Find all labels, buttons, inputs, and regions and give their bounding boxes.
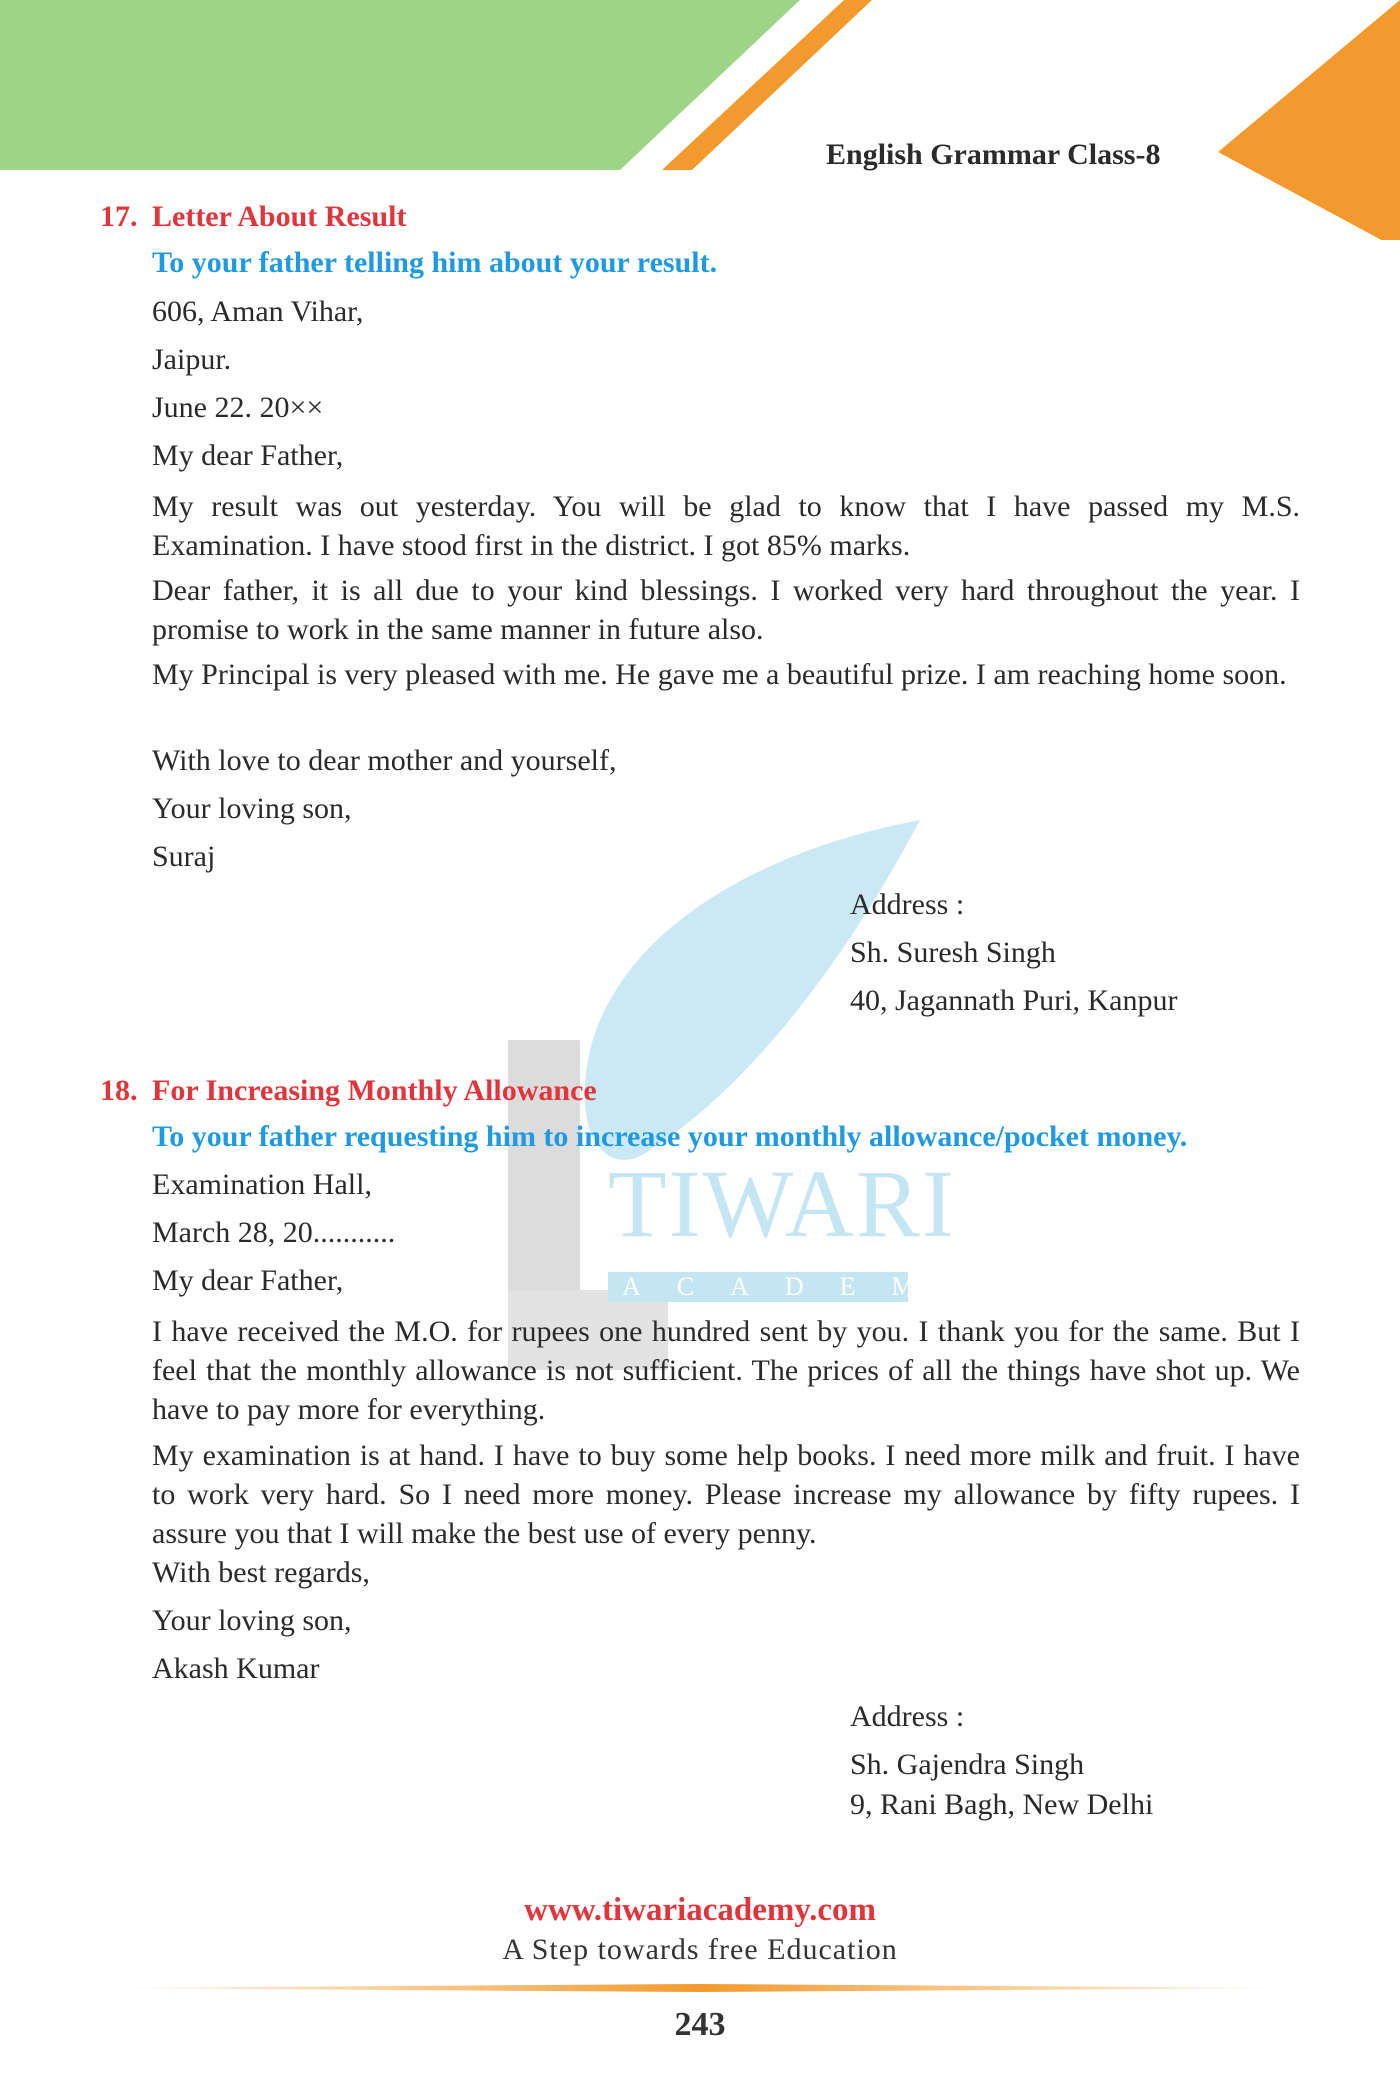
letter-18-heading [100, 1074, 597, 1108]
footer-tagline: A Step towards free Education [502, 1933, 898, 1966]
letter-paragraph: My result was out yesterday. You will be glad to know that I have passed my M.S. Examination. I have stood first in the district. I got 85% marks. [152, 490, 1300, 562]
letter-paragraph: Dear father, it is all due to your kind blessings. I worked very hard throughout the year. I promise to work in the same manner in future also. [152, 574, 1300, 646]
letter-paragraph: My examination is at hand. I have to buy some help books. I need more milk and fruit. I have to work very hard. So I need more money. Please increase my allowance by fifty rupees. I assure you that I will make the best use of every penny. [152, 1439, 1300, 1550]
letter-title: For Increasing Monthly Allowance [152, 1074, 597, 1107]
footer-divider [90, 1984, 1310, 1992]
letter-title: Letter About Result [152, 200, 407, 233]
letter-paragraph: My Principal is very pleased with me. He gave me a beautiful prize. I am reaching home soon. [152, 658, 1287, 691]
page-number: 243 [674, 2006, 726, 2043]
address-label: Address : [850, 1700, 965, 1733]
letter-number: 18. [100, 1074, 138, 1107]
letter-17-heading [100, 200, 406, 234]
closing: With best regards, [152, 1556, 370, 1589]
sender-address-line: Examination Hall, [152, 1168, 372, 1201]
letter-17-subtitle: To your father telling him about your result. [152, 246, 718, 279]
footer-website-link[interactable]: www.tiwariacademy.com [524, 1892, 876, 1928]
watermark-brand: TIWARI [608, 1150, 956, 1257]
letter-number: 17. [100, 200, 138, 233]
recipient-address-line: Sh. Gajendra Singh [850, 1748, 1085, 1781]
address-label: Address : [850, 888, 965, 921]
sender-address-line: Jaipur. [152, 343, 232, 376]
signature: Suraj [152, 840, 216, 873]
letter-date: March 28, 20........... [152, 1216, 396, 1249]
recipient-address-line: 9, Rani Bagh, New Delhi [850, 1788, 1154, 1821]
letter-18-subtitle: To your father requesting him to increase your monthly allowance/pocket money. [152, 1120, 1188, 1153]
letter-paragraph: I have received the M.O. for rupees one hundred sent by you. I thank you for the same. But I feel that the monthly allowance is not sufficient. The prices of all the things have shot up. We have to pay more for everything. [152, 1315, 1300, 1426]
closing: With love to dear mother and yourself, [152, 744, 617, 777]
book-title: English Grammar Class-8 [826, 138, 1161, 171]
salutation: My dear Father, [152, 1264, 344, 1297]
recipient-address-line: 40, Jagannath Puri, Kanpur [850, 984, 1178, 1017]
recipient-address-line: Sh. Suresh Singh [850, 936, 1056, 969]
salutation: My dear Father, [152, 439, 344, 472]
signoff: Your loving son, [152, 792, 352, 825]
letter-date: June 22. 20×× [152, 391, 324, 424]
signature: Akash Kumar [152, 1652, 320, 1685]
watermark-tagline: ACADEMY [608, 1272, 908, 1302]
sender-address-line: 606, Aman Vihar, [152, 295, 364, 328]
signoff: Your loving son, [152, 1604, 352, 1637]
